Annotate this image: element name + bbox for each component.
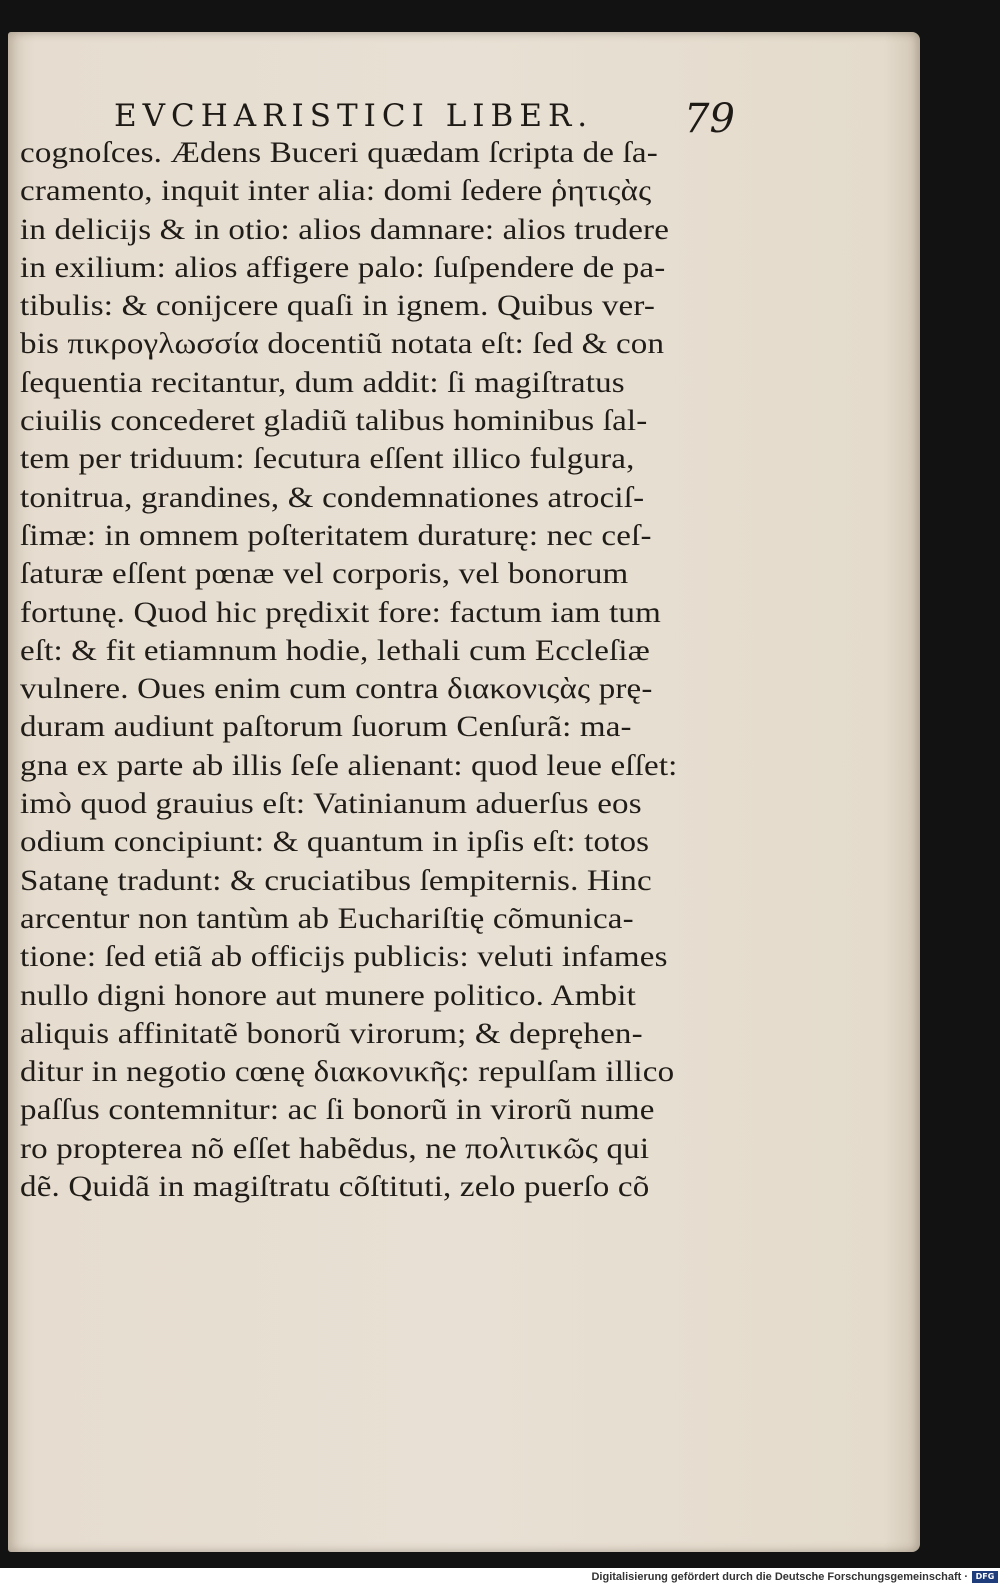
text-line: ciuilis concederet gladiũ talibus hominibus ſal- [20,405,648,438]
digitization-credit: Digitalisierung gefördert durch die Deutsche Forschungsgemeinschaft · [591,1571,968,1583]
running-head: EVCHARISTICI LIBER. [114,98,594,134]
page-number: 79 [684,96,735,142]
text-line: cramento, inquit inter alia: domi ſedere ῥητιςὰς [20,175,652,208]
text-line: gna ex parte ab illis ſeſe alienant: quod leue eſſet: [20,749,678,782]
text-line: fortunę. Quod hic prędixit fore: factum iam tum [20,596,661,629]
text-line: bis πικρογλωσσία docentiũ notata eſt: ſed & con [20,328,665,361]
text-line: ditur in negotio cœnę διακονικῆς: repulſam illico [20,1056,675,1089]
text-line: ro propterea nõ eſſet habẽdus, ne πολιτικῶς qui [20,1132,650,1165]
text-line: paſſus contemnitur: ac ſi bonorũ in virorũ nume [20,1094,655,1127]
text-line: tibulis: & conijcere quaſi in ignem. Quibus ver- [20,290,656,323]
text-line: tione: ſed etiã ab officijs publicis: veluti infames [20,941,668,974]
text-line: eſt: & fit etiamnum hodie, lethali cum Eccleſiæ [20,634,650,667]
text-line: nullo digni honore aut munere politico. Ambit [20,979,636,1012]
text-line: tem per triduum: ſecutura eſſent illico fulgura, [20,443,635,476]
text-line: cognoſces. Ædens Buceri quædam ſcripta de ſa- [20,137,658,169]
text-line: vulnere. Oues enim cum contra διακονιςὰς prę- [20,673,653,706]
text-line: in exilium: alios affigere palo: ſuſpendere de pa- [20,251,666,284]
text-line: dẽ. Quidã in magiſtratu cõſtituti, zelo puerſo cõ [20,1171,650,1204]
body-text [20,134,740,1206]
text-line: ſimæ: in omnem poſteritatem duraturę: nec ceſ- [20,519,652,552]
text-line: tonitrua, grandines, & condemnationes atrociſ- [20,481,645,514]
text-line: in delicijs & in otio: alios damnare: alios trudere [20,213,670,246]
text-line: imò quod grauius eſt: Vatinianum aduerſus eos [20,788,642,821]
dfg-logo: DFG [972,1571,998,1583]
text-line: ſaturæ eſſent pœnæ vel corporis, vel bonorum [20,558,629,591]
text-line: ſequentia recitantur, dum addit: ſi magiſtratus [20,366,625,399]
book-page [8,32,920,1552]
text-line: Satanę tradunt: & cruciatibus ſempiternis. Hinc [20,864,652,897]
text-line: odium concipiunt: & quantum in ipſis eſt: totos [20,826,650,859]
text-line: duram audiunt paſtorum ſuorum Cenſurã: ma- [20,711,632,744]
text-line: aliquis affinitatẽ bonorũ virorum; & depręhen- [20,1017,643,1050]
text-line: arcentur non tantùm ab Euchariſtię cõmunica- [20,902,634,935]
